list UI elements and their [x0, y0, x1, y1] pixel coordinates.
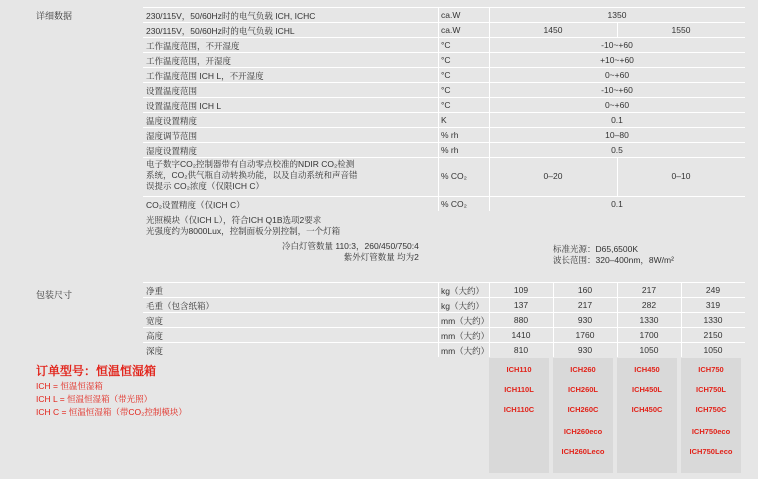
co2-row	[143, 157, 745, 196]
packing-row	[143, 327, 745, 342]
model-code: ICH750	[698, 365, 724, 374]
spec-unit: ca.W	[441, 10, 461, 20]
model-grid	[489, 358, 745, 473]
spec-value: 1350	[607, 10, 627, 20]
spec-row	[143, 52, 745, 67]
light-line: 光强度约为8000Lux，控制面板分别控制，一个灯箱	[146, 226, 341, 236]
packing-value: 217	[577, 300, 593, 310]
model-code: ICH110C	[503, 405, 535, 414]
order-line: ICH L = 恒温恒湿箱（带光照）	[36, 394, 153, 404]
packing-value: 1050	[703, 345, 723, 355]
spec-row	[143, 142, 745, 157]
spec-value: -10~+60	[601, 40, 633, 50]
co2-precision-value: 0.1	[611, 199, 623, 209]
model-code: ICH750C	[695, 405, 727, 414]
packing-value: 1050	[639, 345, 659, 355]
co2-precision-row	[143, 196, 745, 211]
spec-unit: °C	[441, 55, 451, 65]
model-column	[617, 358, 677, 473]
model-code: ICH110L	[504, 385, 534, 394]
spec-label: 工作温度范围 ICH L，不开湿度	[146, 71, 264, 81]
model-code: ICH260	[570, 365, 596, 374]
order-line: ICH = 恒温恒湿箱	[36, 381, 103, 391]
packing-label: 深度	[146, 346, 164, 356]
spec-value: 0~+60	[604, 70, 630, 80]
co2-precision-label: CO₂设置精度（仅ICH C）	[146, 200, 245, 210]
spec-row	[143, 82, 745, 97]
lamp-count-line: 紫外灯管数量 均为2	[343, 252, 419, 262]
packing-value: 930	[577, 315, 593, 325]
co2-value-right: 0–10	[671, 171, 691, 181]
packing-value: 109	[513, 285, 529, 295]
model-code: ICH260L	[567, 385, 598, 394]
packing-value: 1330	[703, 315, 723, 325]
packing-section-label: 包装尺寸	[36, 290, 73, 300]
model-column	[681, 358, 741, 473]
spec-unit: K	[441, 115, 447, 125]
model-code: ICH260eco	[563, 427, 603, 436]
packing-value: 137	[513, 300, 529, 310]
details-section-label: 详细数据	[36, 11, 73, 21]
packing-row	[143, 342, 745, 357]
packing-row	[143, 282, 745, 297]
packing-label: 净重	[146, 286, 164, 296]
co2-unit: % CO₂	[441, 171, 467, 181]
spec-value: 1550	[671, 25, 691, 35]
spec-label: 设置温度范围 ICH L	[146, 101, 222, 111]
packing-unit: kg（大约）	[441, 286, 484, 296]
packing-label: 毛重（包含纸箱）	[146, 301, 215, 311]
light-module-text	[146, 215, 340, 237]
spec-value: 10–80	[605, 130, 629, 140]
packing-value: 160	[577, 285, 593, 295]
packing-value: 249	[705, 285, 721, 295]
spec-unit: °C	[441, 100, 451, 110]
spec-value: 0~+60	[604, 100, 630, 110]
co2-precision-unit: % CO₂	[441, 199, 467, 209]
co2-label-line: 电子数字CO₂控制器带有自动零点校准的NDIR CO₂检测	[146, 159, 355, 169]
model-code: ICH750eco	[691, 427, 731, 436]
packing-unit: mm（大约）	[441, 331, 490, 341]
packing-value: 880	[513, 315, 529, 325]
model-code: ICH750Leco	[689, 447, 733, 456]
spec-unit: % rh	[441, 130, 459, 140]
spec-row	[143, 67, 745, 82]
light-source-text	[553, 244, 674, 266]
packing-value: 2150	[703, 330, 723, 340]
co2-value-left: 0–20	[543, 171, 563, 181]
spec-label: 湿度设置精度	[146, 146, 198, 156]
model-code: ICH750L	[695, 385, 726, 394]
spec-label: 设置温度范围	[146, 86, 198, 96]
spec-label: 230/115V，50/60Hz时的电气负载 ICH, ICHC	[146, 11, 316, 21]
packing-value: 319	[705, 300, 721, 310]
packing-value: 282	[641, 300, 657, 310]
packing-value: 810	[513, 345, 529, 355]
spec-unit: °C	[441, 40, 451, 50]
spec-unit: °C	[441, 70, 451, 80]
packing-value: 217	[641, 285, 657, 295]
spec-unit: % rh	[441, 145, 459, 155]
spec-label: 工作温度范围，开湿度	[146, 56, 232, 66]
packing-label: 高度	[146, 331, 164, 341]
spec-label: 230/115V，50/60Hz时的电气负载 ICHL	[146, 26, 295, 36]
packing-unit: kg（大约）	[441, 301, 484, 311]
spec-value: 0.5	[611, 145, 623, 155]
lamp-count-text	[282, 241, 419, 263]
packing-value: 1330	[639, 315, 659, 325]
model-column	[489, 358, 549, 473]
model-code: ICH450L	[631, 385, 662, 394]
order-title: 订单型号：恒温恒湿箱	[36, 364, 157, 378]
spec-row	[143, 127, 745, 142]
co2-label-line: 误提示 CO₂浓度（仅限ICH C）	[146, 181, 265, 191]
model-code: ICH260Leco	[561, 447, 605, 456]
spec-row	[143, 22, 745, 37]
spec-row	[143, 37, 745, 52]
spec-row	[143, 112, 745, 127]
spec-value: +10~+60	[600, 55, 634, 65]
packing-value: 930	[577, 345, 593, 355]
packing-row	[143, 297, 745, 312]
spec-value: 0.1	[611, 115, 623, 125]
model-column	[553, 358, 613, 473]
packing-unit: mm（大约）	[441, 316, 490, 326]
spec-unit: ca.W	[441, 25, 461, 35]
packing-row	[143, 312, 745, 327]
packing-unit: mm（大约）	[441, 346, 490, 356]
co2-label	[146, 159, 358, 192]
spec-value: 1450	[543, 25, 563, 35]
spec-label: 温度设置精度	[146, 116, 198, 126]
light-source-line: 波长范围：320–400nm，8W/m²	[553, 255, 674, 265]
spec-row	[143, 97, 745, 112]
spec-label: 工作温度范围，不开湿度	[146, 41, 240, 51]
packing-value: 1760	[575, 330, 595, 340]
spec-label: 湿度调节范围	[146, 131, 198, 141]
spec-unit: °C	[441, 85, 451, 95]
model-code: ICH110	[506, 365, 532, 374]
co2-label-line: 系统，CO₂供气瓶自动转换功能，以及自动系统和声音错	[146, 170, 358, 180]
model-code: ICH450C	[631, 405, 663, 414]
order-line: ICH C = 恒温恒湿箱（带CO₂控制模块）	[36, 407, 187, 417]
lamp-count-line: 冷白灯管数量 110:3，260/450/750:4	[282, 241, 419, 251]
model-code: ICH260C	[567, 405, 599, 414]
spec-value: -10~+60	[601, 85, 633, 95]
spec-row	[143, 7, 745, 22]
light-source-line: 标准光源：D65,6500K	[553, 244, 639, 254]
model-code: ICH450	[634, 365, 660, 374]
packing-value: 1410	[511, 330, 531, 340]
packing-label: 宽度	[146, 316, 164, 326]
packing-value: 1700	[639, 330, 659, 340]
light-line: 光照模块（仅ICH L），符合ICH Q1B选项2要求	[146, 215, 322, 225]
